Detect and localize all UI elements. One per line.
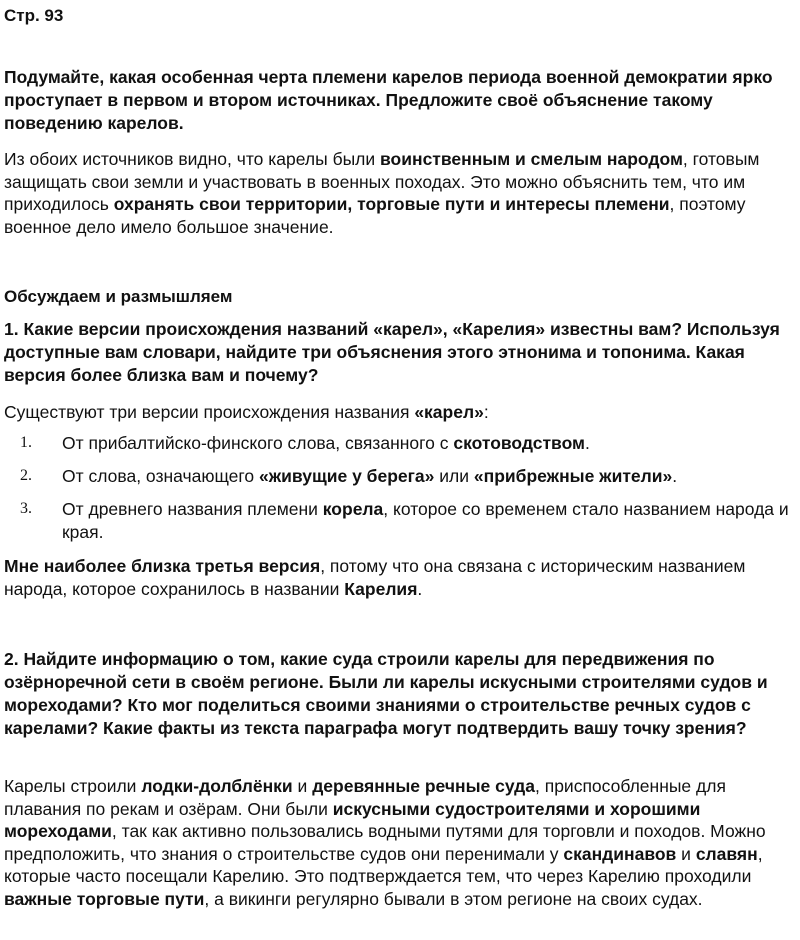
answer-3-bold-2: деревянные речные суда (312, 776, 535, 796)
answer-1-text-3: , поэтому военное дело имело большое значение. (4, 194, 746, 237)
list-item-number: 3. (20, 500, 32, 517)
answer-1-text-2: , готовым защищать свои земли и участвовать в военных походах. Это можно объяснить тем, что им приходилось (4, 149, 760, 214)
answer-3 (4, 775, 796, 910)
answer-3-bold-6: важные торговые пути (4, 888, 205, 909)
list-item-text-3: . (672, 466, 678, 486)
answer-1-bold-1: воинственным и смелым народом (380, 149, 683, 169)
answer-3-text-4: , так как активно пользовались водными путями для торговли и походов. Можно предположить, что знания о строительстве судов они перенимали у (4, 821, 766, 864)
conclusion-text-2: . (417, 578, 423, 599)
versions-intro-text-2: : (483, 402, 489, 422)
page-title: Стр. 93 (4, 6, 64, 25)
conclusion-bold-2: Карелия (344, 578, 418, 599)
list-item-bold-1: скотоводством (453, 433, 585, 453)
list-item-bold-1: корела (322, 499, 384, 519)
conclusion-bold-1: Мне наиболее близка третья версия (4, 556, 321, 576)
answer-1-bold-2: охранять свои территории, торговые пути и интересы племени (113, 194, 670, 214)
answer-3-text-7: , а викинги регулярно бывали в этом регионе на своих судах. (204, 888, 703, 909)
question-1: Подумайте, какая особенная черта племени карелов периода военной демократии ярко проступает в первом и втором источниках. Предложите своё объяснение такому поведению карелов. (4, 67, 773, 133)
answer-3-text-2: и (292, 776, 313, 796)
versions-conclusion (4, 555, 796, 600)
answer-3-text-6: , которые часто посещали Карелию. Это подтверждается тем, что через Карелию проходили (4, 843, 763, 886)
list-item-text-2: или (434, 466, 474, 486)
question-2: 1. Какие версии происхождения названий «карел», «Карелия» известны вам? Используя доступные вам словари, найдите три объяснения этого этнонима и топонима. Какая версия более близка вам и почему? (4, 319, 780, 385)
list-item-text (62, 465, 792, 488)
answer-3-bold-3: искусными судостроителями и хорошими мореходами (4, 798, 701, 841)
answer-1 (4, 148, 796, 238)
list-item-text-1: От древнего названия племени (62, 499, 323, 519)
list-item-text (62, 432, 792, 455)
answer-3-text-5: и (676, 843, 696, 864)
list-item-number: 1. (20, 434, 32, 451)
answer-3-bold-5: славян (695, 843, 758, 864)
list-item-text (62, 498, 792, 543)
answer-3-text-1: Карелы строили (4, 776, 142, 796)
list-item-number: 2. (20, 467, 32, 484)
answer-3-bold-1: лодки-долблёнки (141, 776, 293, 796)
versions-intro (4, 401, 796, 424)
versions-intro-text-1: Существуют три версии происхождения названия (4, 402, 415, 422)
conclusion-text-1: , потому что она связана с историческим названием народа, которое сохранилось в названии (4, 556, 746, 599)
list-item-text-2: . (585, 433, 590, 453)
list-item-bold-2: «прибрежные жители» (473, 466, 673, 486)
versions-intro-bold: «карел» (414, 402, 484, 422)
answer-3-text-3: , приспособленные для плавания по рекам и озёрам. Они были (4, 776, 726, 819)
list-item-bold-1: «живущие у берега» (259, 466, 435, 486)
question-3: 2. Найдите информацию о том, какие суда строили карелы для передвижения по озёрноречной сети в своём регионе. Были ли карелы искусными строителями судов и мореходами? Кто мог поделиться своими знаниями о строительстве речных судов с карелами? Какие факты из текста параграфа могут подтвердить вашу точку зрения? (4, 649, 768, 738)
list-item-text-2: , которое со временем стало названием народа и края. (62, 499, 789, 542)
list-item-text-1: От прибалтийско-финского слова, связанного с (62, 433, 454, 453)
list-item-text-1: От слова, означающего (62, 466, 260, 486)
answer-1-text-1: Из обоих источников видно, что карелы были (4, 149, 381, 169)
answer-3-bold-4: скандинавов (563, 843, 677, 864)
section-title: Обсуждаем и размышляем (4, 287, 233, 306)
